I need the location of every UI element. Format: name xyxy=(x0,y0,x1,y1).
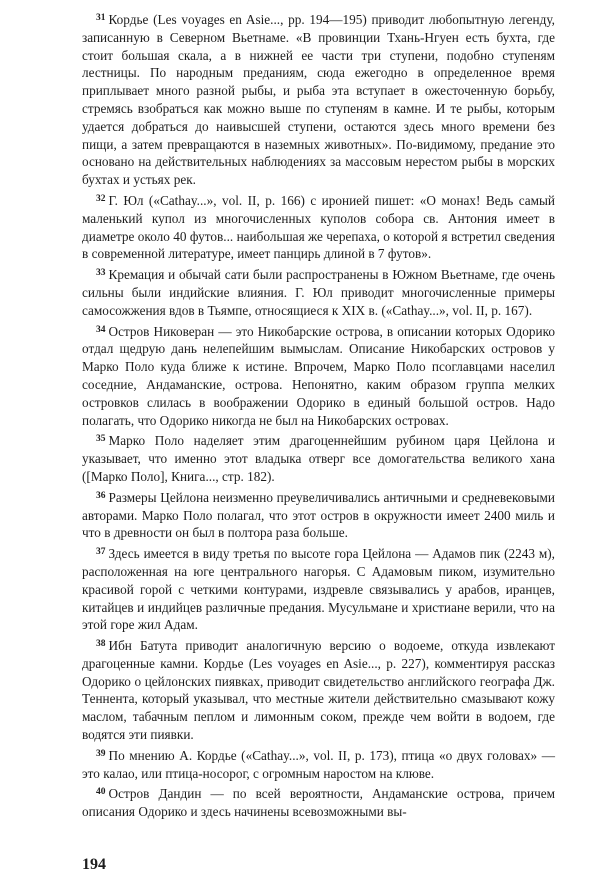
footnote-text: Ибн Батута приводит аналогичную версию о водоеме, откуда извлекают драгоценные камни. Кордье (Les voyages en Asie..., p. 227), комментируя рассказ Одорико о цейлонских пиявках, приводит свидетельство английского географа Дж. Теннента, который указывал, что местные жители действительно смазывают кожу маслом, табачным пеплом и лимонным соком, прежде чем войти в водоем, где водятся эти пиявки. xyxy=(82,638,555,743)
footnote-text: Марко Поло наделяет этим драгоценнейшим рубином царя Цейлона и указывает, что именно этот владыка отверг все домогательства великого хана ([Марко Поло], Книга..., стр. 182). xyxy=(82,433,555,484)
footnotes-column xyxy=(82,10,555,823)
footnote-36 xyxy=(82,488,555,542)
footnote-number: 32 xyxy=(96,193,106,204)
page-number: 194 xyxy=(82,856,106,873)
footnote-text: По мнению А. Кордье («Cathay...», vol. II, p. 173), птица «о двух головах» — это калао, или птица-носорог, с огромным наростом на клюве. xyxy=(82,747,555,781)
footnote-number: 38 xyxy=(96,639,106,650)
footnote-number: 36 xyxy=(96,490,106,501)
footnote-text: Кордье (Les voyages en Asie..., pp. 194—195) приводит любопытную легенду, записанную в Северном Вьетнаме. «В провинции Тхань-Нгуен есть бухта, где стоит большая скала, а в нижней ее части три ступени, подобно ступеням лестницы. По народным преданиям, сюда ежегодно в определенное время приплывает много разной рыбы, и рыба эта вступает в ожесточенную борьбу, стремясь взобраться как можно выше по ступеням в камне. И те рыбы, которым удается добраться до наивысшей ступени, остаются здесь много времени без пищи, а затем превращаются в наземных животных». По-видимому, предание это основано на действительных наблюдениях за массовым нерестом рыбы в морских бухтах и устьях рек. xyxy=(82,12,555,188)
footnote-text: Остров Дандин — по всей вероятности, Андаманские острова, причем описания Одорико и здесь начинены всевозможными вы- xyxy=(82,786,555,820)
footnote-number: 39 xyxy=(96,748,106,759)
footnote-text: Здесь имеется в виду третья по высоте гора Цейлона — Адамов пик (2243 м), расположенная на юге центрального нагорья. С Адамовым пиком, изумительно красивой горой с четкими контурами, издревле связывались у арабов, иранцев, китайцев и индийцев различные предания. Мусульмане и христиане верили, что на этой горе жил Адам. xyxy=(82,546,555,633)
footnote-text: Остров Никоверан — это Никобарские острова, в описании которых Одорико отдал щедрую дань нелепейшим вымыслам. Описание Никобарских островов у Марко Поло куда ближе к истине. Впрочем, Марко Поло псоглавцами населил соседние, Андаманские, острова. Непонятно, каким образом группа мелких островков слилась в воображении Одорико в единый большой остров. Надо полагать, что Одорико никогда не был на Никобарских островах. xyxy=(82,323,555,428)
footnote-number: 35 xyxy=(96,434,106,445)
footnote-number: 34 xyxy=(96,324,106,335)
footnote-37 xyxy=(82,544,555,634)
footnote-number: 31 xyxy=(96,13,106,23)
footnote-38 xyxy=(82,636,555,744)
footnote-32 xyxy=(82,191,555,263)
footnote-number: 37 xyxy=(96,547,106,558)
footnote-34 xyxy=(82,322,555,430)
footnote-31 xyxy=(82,10,555,189)
footnote-text: Кремация и обычай сати были распространены в Южном Вьетнаме, где очень сильны были индийские влияния. Г. Юл приводит многочисленные примеры самосожжения вдов в Тьямпе, относящиеся к XIX в. («Cathay...», vol. II, p. 167). xyxy=(82,267,555,318)
footnote-text: Размеры Цейлона неизменно преувеличивались античными и средневековыми авторами. Марко Поло полагал, что этот остров в окружности имеет 2400 миль и что в древности он был в полтора раза больше. xyxy=(82,489,555,541)
footnote-35 xyxy=(82,431,555,485)
footnote-text: Г. Юл («Cathay...», vol. II, p. 166) с иронией пишет: «О монах! Ведь самый маленький купол из многочисленных куполов собора св. Антония имеет в диаметре около 40 футов... наибольшая же черепаха, о которой я встретил сведения в современной литературе, имеет панцирь длиной в 7 футов». xyxy=(82,192,555,262)
footnote-number: 33 xyxy=(96,268,106,279)
footnote-39 xyxy=(82,746,555,783)
footnote-number: 40 xyxy=(96,787,106,798)
footnote-33 xyxy=(82,265,555,319)
footnote-40 xyxy=(82,784,555,821)
